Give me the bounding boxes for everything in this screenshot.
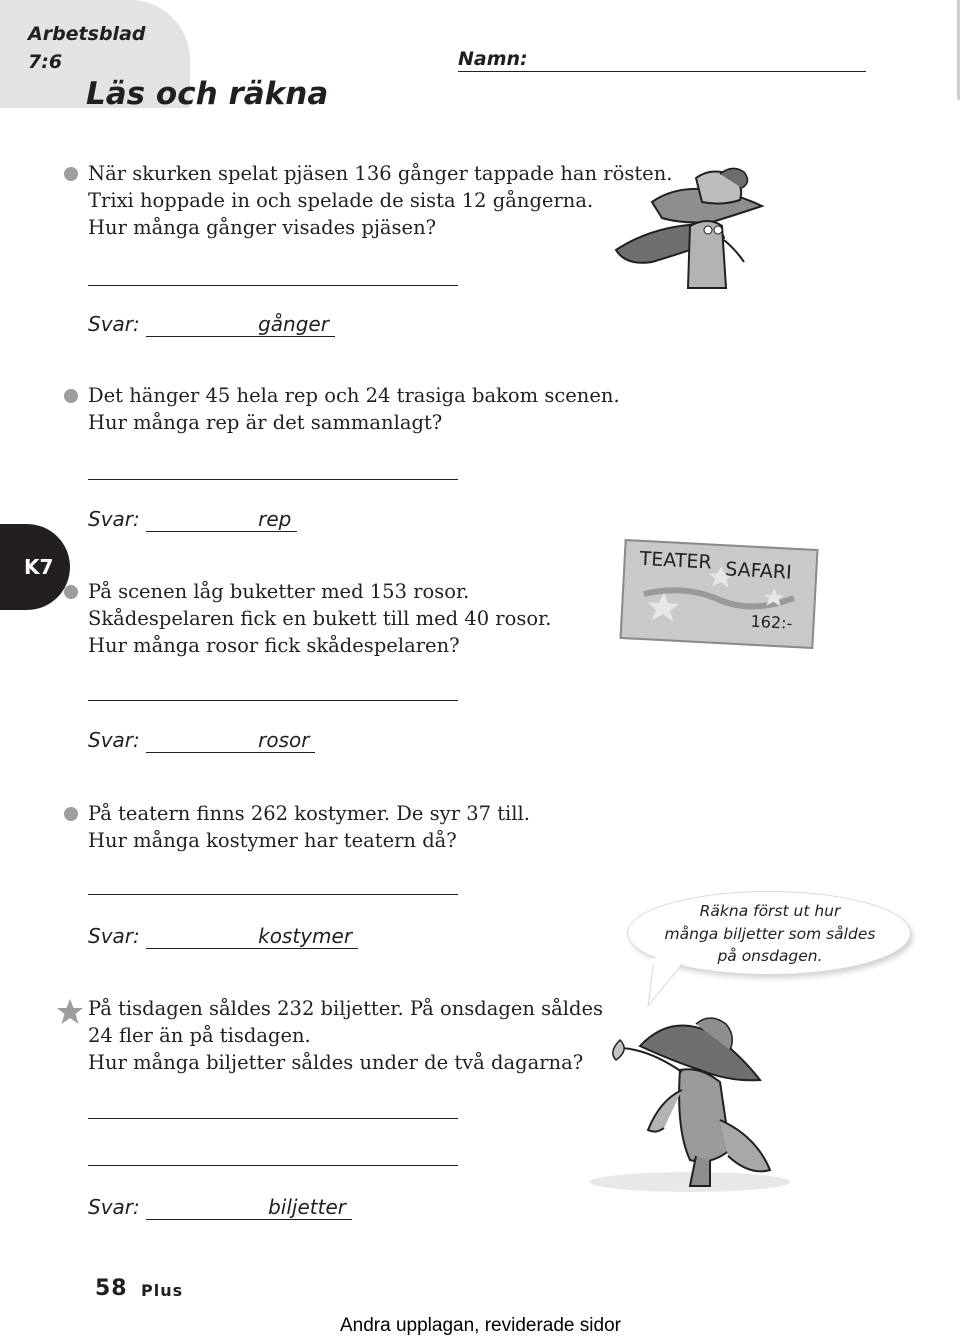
question-2 [88, 382, 620, 436]
question-5 [88, 995, 603, 1076]
answer-blank[interactable] [146, 312, 258, 337]
question-line: Trixi hoppade in och spelade de sista 12 gångerna. [88, 189, 594, 212]
worksheet-label-text: Arbetsblad [28, 23, 146, 45]
answer-row-3[interactable] [88, 728, 315, 753]
question-line: Hur många gånger visades pjäsen? [88, 216, 437, 239]
calculation-line[interactable] [88, 1165, 458, 1166]
calculation-line[interactable] [88, 1118, 458, 1119]
page-number: 58 [95, 1276, 128, 1301]
chapter-badge-label: K7 [24, 555, 54, 579]
question-line: Skådespelaren fick en bukett till med 40 rosor. [88, 607, 552, 630]
ticket-title-left: TEATER [639, 547, 713, 574]
calculation-line[interactable] [88, 700, 458, 701]
question-1 [88, 160, 672, 241]
answer-blank[interactable] [146, 1195, 268, 1220]
answer-row-1[interactable] [88, 312, 335, 337]
answer-blank[interactable] [146, 507, 258, 532]
bubble-line: på onsdagen. [717, 947, 823, 965]
question-line: På scenen låg buketter med 153 rosor. [88, 580, 470, 603]
worksheet-number: 7:6 [28, 51, 63, 73]
character-standing-illustration [560, 1010, 790, 1200]
question-line: Hur många rosor fick skådespelaren? [88, 634, 460, 657]
calculation-line[interactable] [88, 479, 458, 480]
question-line: Hur många rep är det sammanlagt? [88, 411, 443, 434]
svar-label: Svar: [88, 312, 140, 336]
ticket-price: 162:- [750, 611, 793, 633]
question-4 [88, 800, 530, 854]
name-label: Namn: [458, 48, 528, 70]
unit-label: biljetter [268, 1195, 352, 1220]
name-field[interactable] [458, 71, 866, 72]
bullet-icon [64, 585, 78, 599]
question-3 [88, 578, 552, 659]
worksheet-label [28, 20, 146, 76]
edition-note: Andra upplagan, reviderade sidor [340, 1315, 621, 1336]
speech-bubble-text [640, 900, 900, 968]
svar-label: Svar: [88, 1195, 140, 1219]
theater-ticket [620, 539, 819, 649]
question-line: Hur många biljetter såldes under de två dagarna? [88, 1051, 584, 1074]
answer-row-4[interactable] [88, 924, 358, 949]
answer-row-2[interactable] [88, 507, 297, 532]
unit-label: kostymer [258, 924, 358, 949]
book-name: Plus [141, 1281, 184, 1300]
unit-label: rosor [258, 728, 315, 753]
star-icon [56, 998, 84, 1026]
calculation-line[interactable] [88, 894, 458, 895]
ticket-title-right: SAFARI [724, 558, 793, 584]
unit-label: rep [258, 507, 297, 532]
bullet-icon [64, 807, 78, 821]
answer-row-5[interactable] [88, 1195, 352, 1220]
answer-blank[interactable] [146, 924, 258, 949]
character-hat-illustration [612, 166, 772, 290]
question-line: På teatern finns 262 kostymer. De syr 37 till. [88, 802, 530, 825]
bullet-icon [64, 167, 78, 181]
answer-blank[interactable] [146, 728, 258, 753]
question-line: Hur många kostymer har teatern då? [88, 829, 457, 852]
svar-label: Svar: [88, 924, 140, 948]
page-title: Läs och räkna [86, 76, 329, 112]
bubble-line: Räkna först ut hur [699, 902, 841, 920]
calculation-line[interactable] [88, 285, 458, 286]
svar-label: Svar: [88, 507, 140, 531]
svar-label: Svar: [88, 728, 140, 752]
question-line: Det hänger 45 hela rep och 24 trasiga bakom scenen. [88, 384, 620, 407]
question-line: 24 fler än på tisdagen. [88, 1024, 311, 1047]
bullet-icon [64, 389, 78, 403]
question-line: På tisdagen såldes 232 biljetter. På onsdagen såldes [88, 997, 604, 1020]
bubble-line: många biljetter som såldes [664, 924, 876, 943]
question-line: När skurken spelat pjäsen 136 gånger tappade han rösten. [88, 162, 673, 185]
unit-label: gånger [258, 312, 335, 337]
